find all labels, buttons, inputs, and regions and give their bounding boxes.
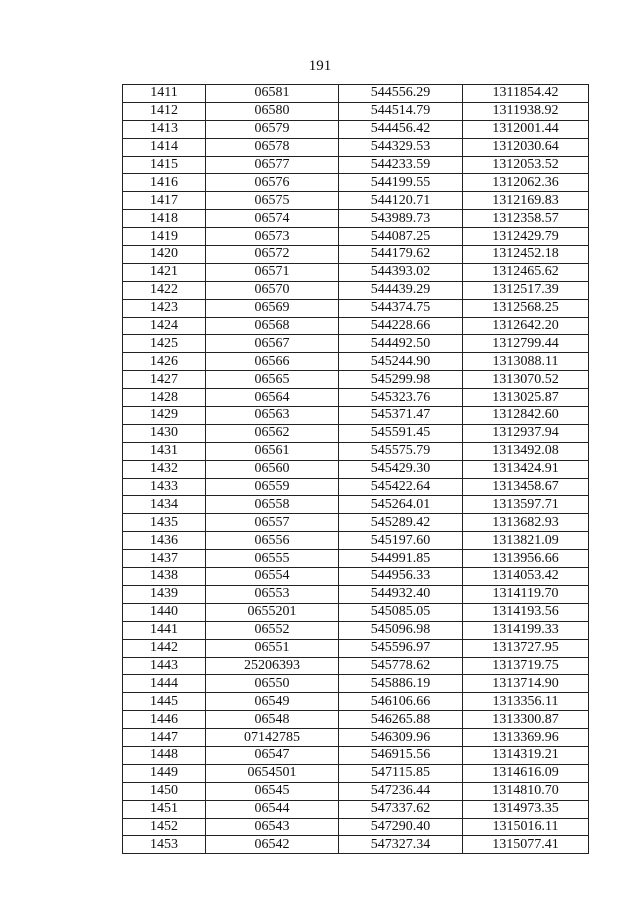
point-id-cell: 06555 [206,550,339,568]
table-row [123,585,589,603]
table-row [123,407,589,425]
y-coordinate-cell: 1312053.52 [463,156,589,174]
row-index-cell: 1440 [123,603,206,621]
row-index-cell: 1419 [123,228,206,246]
table-row [123,335,589,353]
y-coordinate-cell: 1314319.21 [463,746,589,764]
point-id-cell: 0655201 [206,603,339,621]
row-index-cell: 1434 [123,496,206,514]
point-id-cell: 06564 [206,389,339,407]
table-row [123,496,589,514]
row-index-cell: 1433 [123,478,206,496]
table-row [123,746,589,764]
row-index-cell: 1423 [123,299,206,317]
x-coordinate-cell: 544087.25 [339,228,463,246]
point-id-cell: 06579 [206,120,339,138]
y-coordinate-cell: 1314053.42 [463,568,589,586]
table-body [123,85,589,854]
point-id-cell: 06570 [206,281,339,299]
table-row [123,603,589,621]
row-index-cell: 1429 [123,407,206,425]
y-coordinate-cell: 1312517.39 [463,281,589,299]
point-id-cell: 07142785 [206,729,339,747]
point-id-cell: 06553 [206,585,339,603]
y-coordinate-cell: 1312465.62 [463,263,589,281]
row-index-cell: 1439 [123,585,206,603]
x-coordinate-cell: 544556.29 [339,85,463,103]
row-index-cell: 1450 [123,782,206,800]
x-coordinate-cell: 545778.62 [339,657,463,675]
x-coordinate-cell: 544179.62 [339,246,463,264]
row-index-cell: 1442 [123,639,206,657]
row-index-cell: 1432 [123,460,206,478]
table-row [123,514,589,532]
row-index-cell: 1437 [123,550,206,568]
table-row [123,228,589,246]
table-row [123,711,589,729]
point-id-cell: 06557 [206,514,339,532]
x-coordinate-cell: 545299.98 [339,371,463,389]
x-coordinate-cell: 544393.02 [339,263,463,281]
row-index-cell: 1449 [123,764,206,782]
x-coordinate-cell: 543989.73 [339,210,463,228]
x-coordinate-cell: 545244.90 [339,353,463,371]
row-index-cell: 1448 [123,746,206,764]
x-coordinate-cell: 544233.59 [339,156,463,174]
y-coordinate-cell: 1312169.83 [463,192,589,210]
point-id-cell: 06580 [206,102,339,120]
point-id-cell: 06577 [206,156,339,174]
point-id-cell: 06581 [206,85,339,103]
y-coordinate-cell: 1313369.96 [463,729,589,747]
y-coordinate-cell: 1312937.94 [463,424,589,442]
x-coordinate-cell: 545422.64 [339,478,463,496]
x-coordinate-cell: 544228.66 [339,317,463,335]
y-coordinate-cell: 1312642.20 [463,317,589,335]
y-coordinate-cell: 1311938.92 [463,102,589,120]
point-id-cell: 06566 [206,353,339,371]
table-row [123,818,589,836]
row-index-cell: 1447 [123,729,206,747]
x-coordinate-cell: 545096.98 [339,621,463,639]
row-index-cell: 1425 [123,335,206,353]
table-row [123,424,589,442]
y-coordinate-cell: 1312001.44 [463,120,589,138]
x-coordinate-cell: 544120.71 [339,192,463,210]
point-id-cell: 06576 [206,174,339,192]
x-coordinate-cell: 547236.44 [339,782,463,800]
table-row [123,675,589,693]
x-coordinate-cell: 545085.05 [339,603,463,621]
row-index-cell: 1422 [123,281,206,299]
point-id-cell: 06556 [206,532,339,550]
point-id-cell: 06572 [206,246,339,264]
point-id-cell: 0654501 [206,764,339,782]
row-index-cell: 1424 [123,317,206,335]
y-coordinate-cell: 1314973.35 [463,800,589,818]
table-row [123,174,589,192]
x-coordinate-cell: 546106.66 [339,693,463,711]
x-coordinate-cell: 545371.47 [339,407,463,425]
table-row [123,353,589,371]
y-coordinate-cell: 1314616.09 [463,764,589,782]
row-index-cell: 1411 [123,85,206,103]
x-coordinate-cell: 544199.55 [339,174,463,192]
row-index-cell: 1453 [123,836,206,854]
point-id-cell: 06563 [206,407,339,425]
x-coordinate-cell: 547327.34 [339,836,463,854]
coordinates-table [122,84,589,854]
x-coordinate-cell: 546265.88 [339,711,463,729]
table-row [123,550,589,568]
row-index-cell: 1435 [123,514,206,532]
row-index-cell: 1452 [123,818,206,836]
page-number: 191 [308,58,332,74]
y-coordinate-cell: 1313070.52 [463,371,589,389]
row-index-cell: 1421 [123,263,206,281]
point-id-cell: 06550 [206,675,339,693]
row-index-cell: 1416 [123,174,206,192]
table-row [123,782,589,800]
y-coordinate-cell: 1313597.71 [463,496,589,514]
row-index-cell: 1430 [123,424,206,442]
row-index-cell: 1431 [123,442,206,460]
x-coordinate-cell: 545575.79 [339,442,463,460]
table-row [123,246,589,264]
row-index-cell: 1417 [123,192,206,210]
row-index-cell: 1418 [123,210,206,228]
row-index-cell: 1444 [123,675,206,693]
point-id-cell: 06561 [206,442,339,460]
table-row [123,478,589,496]
x-coordinate-cell: 545429.30 [339,460,463,478]
point-id-cell: 06573 [206,228,339,246]
x-coordinate-cell: 544492.50 [339,335,463,353]
table-row [123,120,589,138]
table-row [123,460,589,478]
y-coordinate-cell: 1313025.87 [463,389,589,407]
x-coordinate-cell: 544932.40 [339,585,463,603]
x-coordinate-cell: 546309.96 [339,729,463,747]
point-id-cell: 06543 [206,818,339,836]
x-coordinate-cell: 544329.53 [339,138,463,156]
point-id-cell: 06551 [206,639,339,657]
point-id-cell: 06560 [206,460,339,478]
point-id-cell: 06554 [206,568,339,586]
y-coordinate-cell: 1313956.66 [463,550,589,568]
y-coordinate-cell: 1313458.67 [463,478,589,496]
y-coordinate-cell: 1312799.44 [463,335,589,353]
table-row [123,102,589,120]
table-row [123,693,589,711]
x-coordinate-cell: 547337.62 [339,800,463,818]
table-row [123,263,589,281]
point-id-cell: 06559 [206,478,339,496]
table-row [123,317,589,335]
point-id-cell: 06548 [206,711,339,729]
y-coordinate-cell: 1313300.87 [463,711,589,729]
y-coordinate-cell: 1314193.56 [463,603,589,621]
point-id-cell: 06552 [206,621,339,639]
point-id-cell: 06574 [206,210,339,228]
point-id-cell: 06562 [206,424,339,442]
table-row [123,138,589,156]
row-index-cell: 1446 [123,711,206,729]
x-coordinate-cell: 544374.75 [339,299,463,317]
x-coordinate-cell: 545596.97 [339,639,463,657]
row-index-cell: 1436 [123,532,206,550]
table-row [123,156,589,174]
table-row [123,800,589,818]
table-row [123,371,589,389]
y-coordinate-cell: 1315016.11 [463,818,589,836]
point-id-cell: 06558 [206,496,339,514]
row-index-cell: 1414 [123,138,206,156]
row-index-cell: 1438 [123,568,206,586]
table-row [123,657,589,675]
row-index-cell: 1451 [123,800,206,818]
y-coordinate-cell: 1315077.41 [463,836,589,854]
y-coordinate-cell: 1313727.95 [463,639,589,657]
row-index-cell: 1420 [123,246,206,264]
point-id-cell: 06545 [206,782,339,800]
x-coordinate-cell: 547290.40 [339,818,463,836]
point-id-cell: 25206393 [206,657,339,675]
table-row [123,532,589,550]
table-row [123,389,589,407]
y-coordinate-cell: 1312568.25 [463,299,589,317]
x-coordinate-cell: 547115.85 [339,764,463,782]
y-coordinate-cell: 1313682.93 [463,514,589,532]
y-coordinate-cell: 1312062.36 [463,174,589,192]
table-row [123,836,589,854]
table-row [123,299,589,317]
y-coordinate-cell: 1313492.08 [463,442,589,460]
x-coordinate-cell: 545289.42 [339,514,463,532]
table-row [123,281,589,299]
y-coordinate-cell: 1314119.70 [463,585,589,603]
point-id-cell: 06569 [206,299,339,317]
table-row [123,442,589,460]
x-coordinate-cell: 545886.19 [339,675,463,693]
y-coordinate-cell: 1313356.11 [463,693,589,711]
x-coordinate-cell: 545323.76 [339,389,463,407]
point-id-cell: 06575 [206,192,339,210]
x-coordinate-cell: 544514.79 [339,102,463,120]
y-coordinate-cell: 1312842.60 [463,407,589,425]
point-id-cell: 06544 [206,800,339,818]
table-row [123,568,589,586]
table-row [123,764,589,782]
row-index-cell: 1426 [123,353,206,371]
x-coordinate-cell: 545591.45 [339,424,463,442]
point-id-cell: 06578 [206,138,339,156]
point-id-cell: 06542 [206,836,339,854]
row-index-cell: 1441 [123,621,206,639]
row-index-cell: 1412 [123,102,206,120]
y-coordinate-cell: 1312452.18 [463,246,589,264]
x-coordinate-cell: 544956.33 [339,568,463,586]
y-coordinate-cell: 1313424.91 [463,460,589,478]
y-coordinate-cell: 1312030.64 [463,138,589,156]
y-coordinate-cell: 1313719.75 [463,657,589,675]
y-coordinate-cell: 1311854.42 [463,85,589,103]
y-coordinate-cell: 1314810.70 [463,782,589,800]
point-id-cell: 06571 [206,263,339,281]
row-index-cell: 1445 [123,693,206,711]
point-id-cell: 06549 [206,693,339,711]
x-coordinate-cell: 546915.56 [339,746,463,764]
row-index-cell: 1428 [123,389,206,407]
x-coordinate-cell: 545264.01 [339,496,463,514]
y-coordinate-cell: 1313714.90 [463,675,589,693]
table-row [123,729,589,747]
row-index-cell: 1413 [123,120,206,138]
row-index-cell: 1427 [123,371,206,389]
table-row [123,639,589,657]
table-row [123,621,589,639]
y-coordinate-cell: 1314199.33 [463,621,589,639]
x-coordinate-cell: 545197.60 [339,532,463,550]
y-coordinate-cell: 1313088.11 [463,353,589,371]
table-row [123,192,589,210]
y-coordinate-cell: 1312429.79 [463,228,589,246]
x-coordinate-cell: 544991.85 [339,550,463,568]
row-index-cell: 1443 [123,657,206,675]
x-coordinate-cell: 544439.29 [339,281,463,299]
table-row [123,210,589,228]
y-coordinate-cell: 1312358.57 [463,210,589,228]
point-id-cell: 06567 [206,335,339,353]
x-coordinate-cell: 544456.42 [339,120,463,138]
row-index-cell: 1415 [123,156,206,174]
y-coordinate-cell: 1313821.09 [463,532,589,550]
point-id-cell: 06568 [206,317,339,335]
point-id-cell: 06565 [206,371,339,389]
point-id-cell: 06547 [206,746,339,764]
table-row [123,85,589,103]
